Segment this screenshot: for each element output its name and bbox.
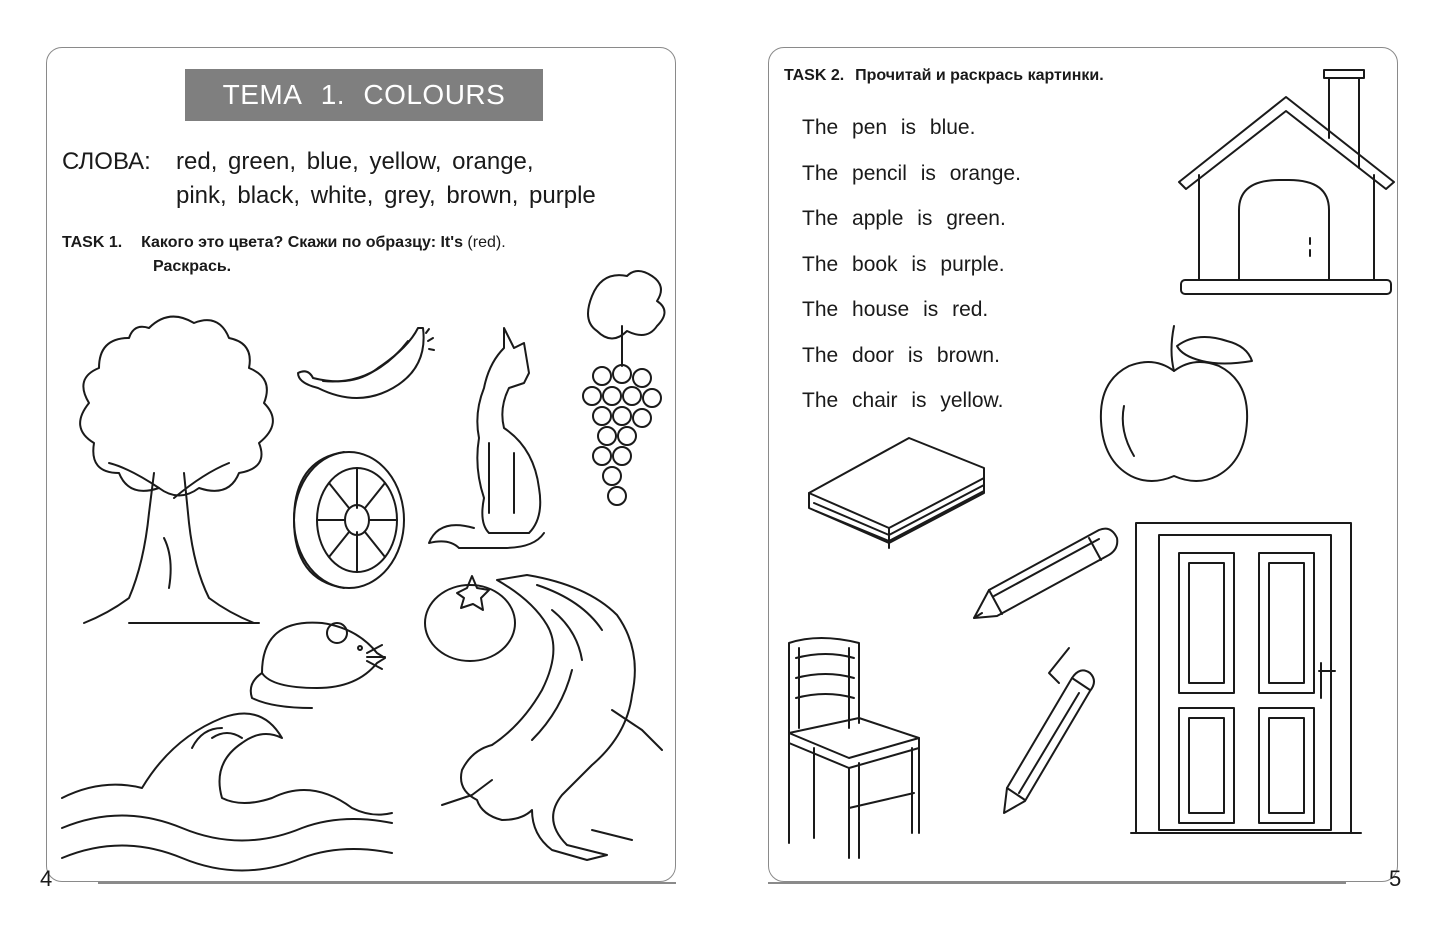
right-page-number: 5 [1389,866,1402,891]
left-footer-line [98,882,676,884]
sentence: The pen is blue. [802,116,976,139]
task-2-label: TASK 2. [784,67,845,84]
chair-picture[interactable] [784,633,924,863]
sentence: The house is red. [802,298,989,321]
pen-picture[interactable] [999,653,1094,818]
tree-picture[interactable] [59,308,279,638]
pencil-picture[interactable] [969,526,1119,626]
topic-title: ТЕМА 1. COLOURS [185,69,543,121]
task-1-text: Какого это цвета? Скажи по образцу: [141,234,437,251]
sentence: The door is brown. [802,343,1000,367]
words-line-2: pink, black, white, grey, brown, purple [176,182,596,209]
right-footer-line [768,882,1346,884]
left-page-number: 4 [40,866,53,891]
task-1-label: TASK 1. [62,234,123,251]
crocodile-picture[interactable] [432,570,667,870]
house-picture[interactable] [1179,70,1394,302]
door-picture[interactable] [1131,513,1361,838]
sentence: The chair is yellow. [802,389,1004,412]
sentences-list [802,116,1021,435]
task-1-example-bold: It's [440,234,463,251]
tyre-picture[interactable] [279,448,409,593]
words-label: СЛОВА: [62,148,151,175]
left-page [46,47,676,882]
right-page [768,47,1398,882]
mouse-picture[interactable] [242,613,392,713]
fox-picture[interactable] [419,323,569,548]
task-1-instruction [62,231,506,255]
task-1-example: (red). [467,234,506,251]
task-1-instruction-line2: Раскрась. [153,258,232,275]
grapes-picture[interactable] [572,266,672,531]
words-line-1: red, green, blue, yellow, orange, [176,148,534,175]
sentence: The apple is green. [802,207,1006,230]
task-2-instruction [784,64,1104,88]
task-2-text: Прочитай и раскрась картинки. [855,67,1104,84]
book-picture[interactable] [804,433,989,543]
banana-picture[interactable] [293,323,433,408]
wave-picture[interactable] [62,708,392,878]
sentence: The book is purple. [802,252,1005,276]
sentence: The pencil is orange. [802,161,1021,185]
apple-picture[interactable] [1099,326,1249,484]
